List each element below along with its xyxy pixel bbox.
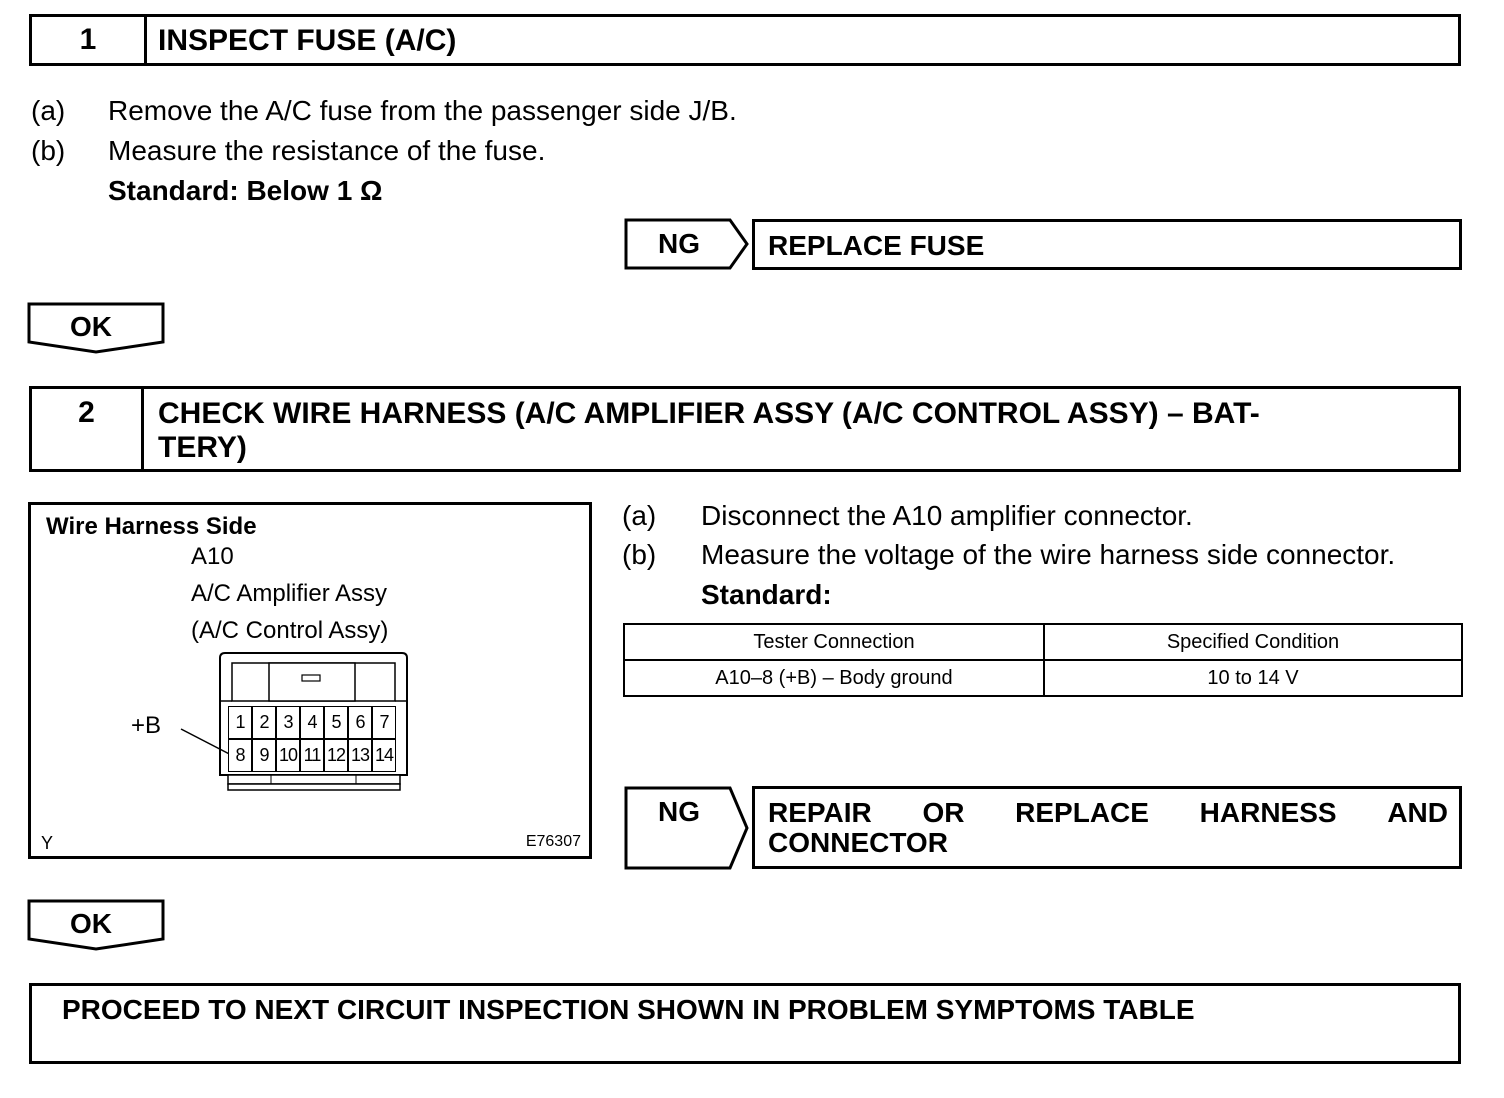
diagram-heading: Wire Harness Side <box>46 513 257 540</box>
step1-b-label: (b) <box>31 135 66 166</box>
step2-ng-action-line1 <box>768 797 1448 829</box>
step2-b-text: Measure the voltage of the wire harness side connector. <box>701 539 1396 570</box>
pin-10: 10 <box>276 739 300 772</box>
ng-word: HARNESS <box>1199 797 1337 828</box>
step2-standard: Standard: <box>701 579 832 610</box>
connector-alt-name: (A/C Control Assy) <box>191 617 389 644</box>
ng-word: REPAIR <box>768 797 872 828</box>
final-action-box <box>29 983 1461 1064</box>
step2-title-line1: CHECK WIRE HARNESS (A/C AMPLIFIER ASSY (A/C CONTROL ASSY) – BAT- <box>158 397 1260 430</box>
step2-b-label: (b) <box>622 539 657 570</box>
step1-ng-label: NG <box>658 228 700 259</box>
step2-header <box>29 386 1461 472</box>
step1-header <box>29 14 1461 66</box>
pin-13: 13 <box>348 739 372 772</box>
pin-12: 12 <box>324 739 348 772</box>
connector-id: A10 <box>191 543 234 570</box>
step2-ng-action <box>752 786 1462 869</box>
figure-code: E76307 <box>525 833 581 850</box>
final-action-text: PROCEED TO NEXT CIRCUIT INSPECTION SHOWN IN PROBLEM SYMPTOMS TABLE <box>62 994 1195 1025</box>
ng-word: OR <box>922 797 965 828</box>
step1-number: 1 <box>32 17 147 63</box>
pin-2: 2 <box>252 706 276 739</box>
step1-ng-action <box>752 219 1462 270</box>
spec-header-condition: Specified Condition <box>1044 624 1462 660</box>
step2-ok-label: OK <box>70 908 112 939</box>
step1-title: INSPECT FUSE (A/C) <box>158 24 457 57</box>
step2-title <box>158 397 1448 465</box>
step2-ng-label: NG <box>658 796 700 827</box>
spec-cell-connection: A10–8 (+B) – Body ground <box>624 660 1044 696</box>
pin-3: 3 <box>276 706 300 739</box>
step1-ng-action-text: REPLACE FUSE <box>768 230 985 261</box>
spec-table-header <box>624 624 1462 660</box>
pin-6: 6 <box>348 706 372 739</box>
step2-ng-action-line2: CONNECTOR <box>768 827 948 858</box>
pin-14: 14 <box>372 739 396 772</box>
pin-11: 11 <box>300 739 324 772</box>
step1-a-label: (a) <box>31 95 66 126</box>
spec-header-connection: Tester Connection <box>624 624 1044 660</box>
ng-word: REPLACE <box>1015 797 1149 828</box>
step2-a-label: (a) <box>622 500 657 531</box>
spec-cell-condition: 10 to 14 V <box>1044 660 1462 696</box>
step1-b-text: Measure the resistance of the fuse. <box>108 135 546 166</box>
terminal-label: +B <box>131 712 162 739</box>
diagram-corner-mark: Y <box>41 833 54 853</box>
step2-title-line2: TERY) <box>158 431 247 464</box>
step2-a-text: Disconnect the A10 amplifier connector. <box>701 500 1193 531</box>
connector-name: A/C Amplifier Assy <box>191 580 388 607</box>
pin-9: 9 <box>252 739 276 772</box>
pin-4: 4 <box>300 706 324 739</box>
pin-8: 8 <box>228 739 252 772</box>
step1-ok-label: OK <box>70 311 112 342</box>
step1-standard: Standard: Below 1 Ω <box>108 175 383 206</box>
step2-number: 2 <box>32 389 144 469</box>
pin-7: 7 <box>372 706 396 739</box>
pin-5: 5 <box>324 706 348 739</box>
pin-1: 1 <box>228 706 252 739</box>
step1-a-text: Remove the A/C fuse from the passenger side J/B. <box>108 95 737 126</box>
connector-diagram <box>28 502 592 859</box>
table-row <box>624 660 1462 696</box>
ng-word: AND <box>1387 797 1448 828</box>
spec-table <box>623 623 1463 697</box>
